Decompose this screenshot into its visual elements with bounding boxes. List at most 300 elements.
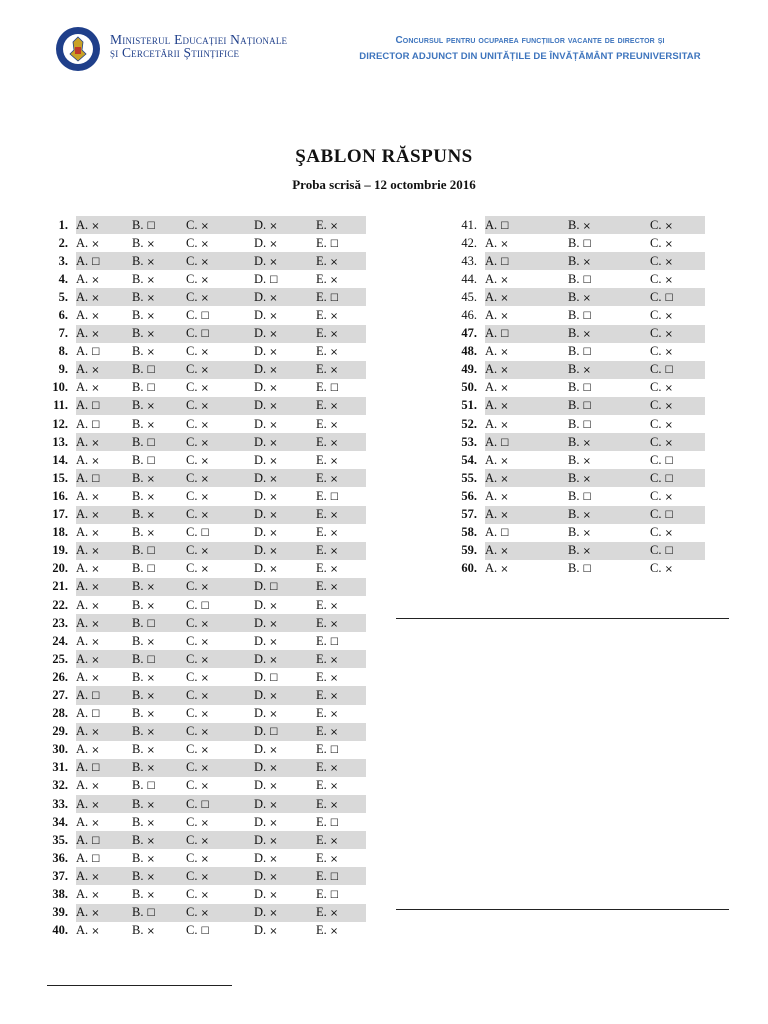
option-b [568,542,650,560]
cross-mark-icon: × [91,292,100,304]
option-e [316,506,366,524]
option-a [485,397,568,415]
option-d [254,904,316,922]
option-a [485,433,568,451]
option-c [186,795,254,813]
option-a [76,397,132,415]
option-letter: A. [485,525,501,540]
cross-mark-icon: × [91,654,100,666]
option-letter: E. [316,470,330,485]
answer-row [30,506,366,524]
option-b [132,741,186,759]
answer-row [30,668,366,686]
question-number: 27. [52,687,68,702]
answer-row [30,867,366,885]
option-d [254,777,316,795]
empty-box-icon: ☐ [582,419,592,431]
answer-row [30,759,366,777]
option-letter: A. [485,380,501,395]
option-d [254,668,316,686]
empty-box-icon: ☐ [329,871,339,883]
option-b [132,379,186,397]
option-letter: B. [132,308,147,323]
contest-line-1: Concursul pentru ocuparea funcțiilor vacante de director și [395,35,665,46]
cross-mark-icon: × [91,727,100,739]
option-b [132,922,186,940]
option-c [650,542,705,560]
option-c [186,270,254,288]
option-a [485,325,568,343]
option-letter: C. [186,796,201,811]
cross-mark-icon: × [200,908,209,920]
option-letter: E. [316,923,330,938]
cross-mark-icon: × [146,835,155,847]
answer-row [440,343,705,361]
question-number: 56. [461,488,477,503]
option-b [132,343,186,361]
cross-mark-icon: × [329,437,339,449]
option-d [254,487,316,505]
option-letter: C. [186,416,201,431]
cross-mark-icon: × [582,220,591,232]
option-e [316,741,366,759]
cross-mark-icon: × [200,365,209,377]
option-e [316,885,366,903]
question-number: 4. [58,271,68,286]
empty-box-icon: ☐ [500,437,510,449]
cross-mark-icon: × [146,672,155,684]
option-d [254,397,316,415]
option-a [76,379,132,397]
option-d [254,252,316,270]
option-a [76,216,132,234]
option-letter: E. [316,434,330,449]
option-d [254,379,316,397]
option-letter: B. [568,525,583,540]
option-e [316,560,366,578]
cross-mark-icon: × [269,256,278,268]
option-e [316,379,366,397]
cross-mark-icon: × [91,311,100,323]
cross-mark-icon: × [269,853,278,865]
option-letter: E. [316,507,330,522]
option-letter: C. [186,579,201,594]
question-number: 32. [52,778,68,793]
option-letter: E. [316,778,330,793]
option-letter: B. [132,289,147,304]
empty-box-icon: ☐ [91,256,101,268]
cross-mark-icon: × [500,546,509,558]
option-letter: C. [186,724,201,739]
cross-mark-icon: × [146,274,155,286]
empty-box-icon: ☐ [200,311,210,323]
option-letter: C. [186,289,201,304]
option-letter: A. [76,289,92,304]
cross-mark-icon: × [329,347,339,359]
cross-mark-icon: × [91,329,100,341]
cross-mark-icon: × [329,600,339,612]
empty-box-icon: ☐ [146,220,156,232]
cross-mark-icon: × [582,292,591,304]
option-letter: D. [254,796,270,811]
option-a [485,415,568,433]
cross-mark-icon: × [500,491,509,503]
option-letter: A. [76,832,92,847]
option-letter: C. [186,470,201,485]
option-d [254,524,316,542]
option-letter: B. [132,452,147,467]
option-d [254,614,316,632]
cross-mark-icon: × [329,455,339,467]
option-letter: D. [254,561,270,576]
option-letter: A. [485,470,501,485]
question-number: 22. [52,597,68,612]
option-letter: B. [568,488,583,503]
answer-row [30,542,366,560]
option-c [186,705,254,723]
option-b [132,361,186,379]
answer-row [30,632,366,650]
cross-mark-icon: × [329,781,339,793]
option-letter: C. [186,633,201,648]
cross-mark-icon: × [146,727,155,739]
answer-row [30,596,366,614]
cross-mark-icon: × [91,383,100,395]
option-letter: B. [132,742,147,757]
option-a [485,560,568,578]
cross-mark-icon: × [200,835,209,847]
option-letter: B. [568,253,583,268]
cross-mark-icon: × [146,528,155,540]
answer-row [30,469,366,487]
option-letter: A. [76,362,92,377]
option-letter: A. [76,633,92,648]
question-number: 24. [52,633,68,648]
option-letter: C. [186,398,201,413]
option-letter: D. [254,217,270,232]
cross-mark-icon: × [200,890,209,902]
cross-mark-icon: × [500,455,509,467]
cross-mark-icon: × [500,311,509,323]
cross-mark-icon: × [664,491,673,503]
option-d [254,741,316,759]
answer-row [440,542,705,560]
question-number: 15. [52,470,68,485]
cross-mark-icon: × [200,654,209,666]
option-b [132,487,186,505]
option-a [485,252,568,270]
cross-mark-icon: × [329,220,339,232]
option-c [650,379,705,397]
option-c [650,270,705,288]
cross-mark-icon: × [269,401,278,413]
option-letter: A. [76,398,92,413]
option-e [316,306,366,324]
option-e [316,922,366,940]
option-letter: E. [316,416,330,431]
empty-box-icon: ☐ [91,763,101,775]
empty-box-icon: ☐ [91,690,101,702]
option-letter: C. [650,326,665,341]
option-letter: C. [650,416,665,431]
cross-mark-icon: × [146,491,155,503]
option-letter: D. [254,362,270,377]
answer-table-left [30,216,366,940]
option-letter: B. [132,344,147,359]
empty-box-icon: ☐ [582,347,592,359]
cross-mark-icon: × [269,419,278,431]
option-d [254,813,316,831]
option-letter: C. [186,434,201,449]
cross-mark-icon: × [664,564,673,576]
cross-mark-icon: × [91,546,100,558]
answer-row [30,849,366,867]
cross-mark-icon: × [329,401,339,413]
answer-row [440,234,705,252]
empty-box-icon: ☐ [664,473,674,485]
option-letter: B. [132,778,147,793]
option-c [186,614,254,632]
option-letter: C. [186,814,201,829]
option-letter: C. [186,850,201,865]
option-d [254,867,316,885]
option-letter: D. [254,687,270,702]
question-number: 57. [461,507,477,522]
cross-mark-icon: × [269,600,278,612]
option-letter: B. [568,507,583,522]
cross-mark-icon: × [91,564,100,576]
option-letter: A. [76,760,92,775]
option-b [568,216,650,234]
option-letter: A. [76,416,92,431]
option-letter: C. [186,525,201,540]
option-letter: B. [568,289,583,304]
option-a [76,487,132,505]
option-d [254,469,316,487]
question-number: 16. [52,488,68,503]
option-letter: B. [132,814,147,829]
cross-mark-icon: × [664,401,673,413]
option-b [132,306,186,324]
option-letter: C. [186,778,201,793]
option-c [186,506,254,524]
option-b [132,614,186,632]
contest-heading [320,33,740,65]
option-letter: C. [650,217,665,232]
option-letter: D. [254,760,270,775]
option-letter: A. [76,687,92,702]
option-c [186,415,254,433]
option-letter: B. [568,416,583,431]
question-number: 6. [58,308,68,323]
option-letter: D. [254,326,270,341]
question-number: 38. [52,887,68,902]
option-e [316,234,366,252]
option-letter: A. [76,651,92,666]
option-e [316,614,366,632]
cross-mark-icon: × [200,419,209,431]
option-a [76,578,132,596]
option-letter: D. [254,543,270,558]
question-number: 48. [461,344,477,359]
option-letter: A. [76,452,92,467]
answer-row [30,451,366,469]
option-letter: E. [316,253,330,268]
option-letter: A. [485,507,501,522]
empty-box-icon: ☐ [146,618,156,630]
option-letter: C. [186,452,201,467]
option-b [132,867,186,885]
question-number: 26. [52,669,68,684]
divider-line-lower [396,909,729,910]
cross-mark-icon: × [146,401,155,413]
cross-mark-icon: × [500,510,509,522]
question-number: 36. [52,850,68,865]
option-letter: C. [650,344,665,359]
cross-mark-icon: × [269,491,278,503]
option-letter: C. [186,488,201,503]
option-b [568,361,650,379]
empty-box-icon: ☐ [329,238,339,250]
option-c [650,433,705,451]
answer-row [30,270,366,288]
empty-box-icon: ☐ [91,709,101,721]
option-letter: B. [568,543,583,558]
option-d [254,885,316,903]
option-b [568,306,650,324]
option-letter: E. [316,887,330,902]
option-letter: A. [76,778,92,793]
option-b [568,397,650,415]
option-letter: C. [650,308,665,323]
option-letter: B. [568,271,583,286]
cross-mark-icon: × [269,238,278,250]
option-letter: C. [650,488,665,503]
option-b [568,469,650,487]
option-letter: C. [186,344,201,359]
option-c [186,741,254,759]
option-b [132,777,186,795]
option-a [76,542,132,560]
question-number: 30. [52,742,68,757]
option-d [254,415,316,433]
option-c [186,759,254,777]
answer-row [440,361,705,379]
question-number: 8. [58,344,68,359]
question-number: 21. [52,579,68,594]
option-c [186,433,254,451]
option-a [76,252,132,270]
cross-mark-icon: × [582,256,591,268]
option-b [132,451,186,469]
option-a [76,415,132,433]
cross-mark-icon: × [91,871,100,883]
option-letter: E. [316,832,330,847]
option-letter: C. [650,235,665,250]
cross-mark-icon: × [329,564,339,576]
option-b [132,632,186,650]
option-letter: D. [254,488,270,503]
option-b [132,288,186,306]
option-letter: B. [132,760,147,775]
cross-mark-icon: × [146,799,155,811]
option-a [76,306,132,324]
question-number: 2. [58,235,68,250]
option-letter: E. [316,760,330,775]
option-c [650,252,705,270]
question-number: 40. [52,923,68,938]
option-a [485,361,568,379]
cross-mark-icon: × [500,473,509,485]
cross-mark-icon: × [91,799,100,811]
option-letter: C. [650,398,665,413]
question-number: 9. [58,362,68,377]
option-letter: E. [316,271,330,286]
option-letter: B. [132,579,147,594]
cross-mark-icon: × [582,365,591,377]
cross-mark-icon: × [664,274,673,286]
option-letter: A. [485,235,501,250]
option-c [186,451,254,469]
question-number: 14. [52,452,68,467]
option-b [132,469,186,487]
answer-row [440,216,705,234]
cross-mark-icon: × [329,835,339,847]
option-e [316,668,366,686]
option-letter: E. [316,543,330,558]
empty-box-icon: ☐ [146,654,156,666]
option-e [316,451,366,469]
option-e [316,632,366,650]
option-letter: B. [132,687,147,702]
question-number: 18. [52,525,68,540]
option-letter: C. [186,832,201,847]
option-letter: C. [186,380,201,395]
option-letter: C. [186,905,201,920]
option-d [254,650,316,668]
option-b [132,234,186,252]
cross-mark-icon: × [200,274,209,286]
cross-mark-icon: × [200,510,209,522]
cross-mark-icon: × [269,763,278,775]
empty-box-icon: ☐ [91,473,101,485]
cross-mark-icon: × [200,564,209,576]
question-number: 33. [52,796,68,811]
option-c [186,867,254,885]
cross-mark-icon: × [329,510,339,522]
option-letter: E. [316,344,330,359]
option-a [76,325,132,343]
empty-box-icon: ☐ [91,853,101,865]
cross-mark-icon: × [329,618,339,630]
option-a [76,904,132,922]
option-c [186,288,254,306]
option-d [254,759,316,777]
empty-box-icon: ☐ [146,564,156,576]
option-c [186,723,254,741]
option-letter: C. [650,470,665,485]
option-a [76,469,132,487]
empty-box-icon: ☐ [500,329,510,341]
cross-mark-icon: × [329,473,339,485]
option-letter: B. [132,326,147,341]
cross-mark-icon: × [91,274,100,286]
option-letter: B. [568,344,583,359]
empty-box-icon: ☐ [146,781,156,793]
question-number: 28. [52,706,68,721]
option-letter: A. [76,344,92,359]
option-letter: B. [132,796,147,811]
